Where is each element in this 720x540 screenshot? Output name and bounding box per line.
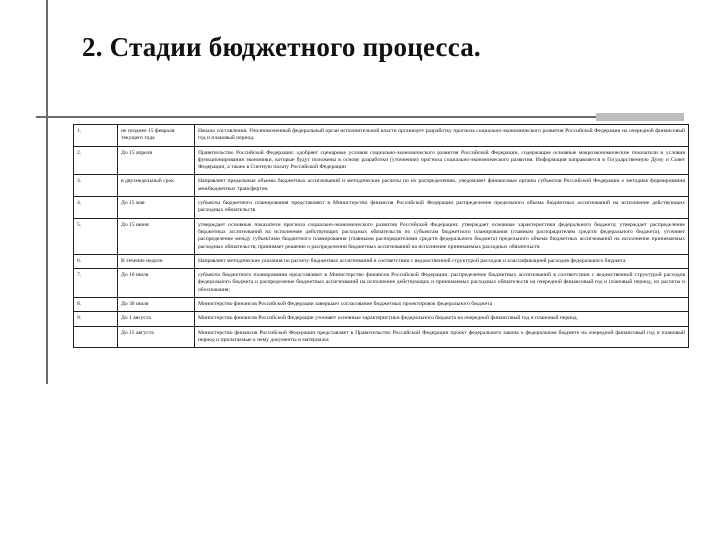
stage-deadline: До 10 июля: [118, 269, 195, 298]
stage-deadline: В течение недели: [118, 254, 195, 268]
table-row: [74, 298, 689, 312]
title-underline-accent: [596, 113, 684, 121]
table-row: [74, 312, 689, 326]
stage-description: субъекты бюджетного планирования представляют в Министерство финансов Российской Федерации распределение предельного объема бюджетных ассигнований на исполнение действующих расходных обязательств: [195, 197, 689, 219]
stage-deadline: не позднее 15 февраля текущего года: [118, 125, 195, 147]
stage-deadline: До 15 июня: [118, 218, 195, 254]
left-vertical-rule: [46, 0, 48, 384]
stage-description: Министерство финансов Российской Федерации завершает согласование бюджетных проектировок федерального бюджета: [195, 298, 689, 312]
stage-number: 5.: [74, 218, 118, 254]
budget-stages-table: [73, 124, 689, 348]
stage-description: Министерство финансов Российской Федерации представляет в Правительство Российской Федерации проект федерального закона о федеральном бюджете на очередной финансовый год и плановый период и прилагаемые к нему документы и материалы;: [195, 326, 689, 348]
table-row: [74, 326, 689, 348]
stage-description: Правительство Российской Федерации: одобряет сценарные условия социально-экономического развития Российской Федерации, содержащие основные макроэкономические показатели и условия функционирования экономики, которые будут положены в основу разработки (уточнения) прогноза социально-экономического развития. Информация направляется в Государственную Думу и Совет Федерации, а также в Счетную палату Российской Федерации: [195, 146, 689, 175]
stage-deadline: До 1 августа: [118, 312, 195, 326]
stage-number: [74, 326, 118, 348]
table-row: [74, 175, 689, 197]
stage-description: утверждает основные показатели прогноза социально-экономического развития Российской Федерации; утверждает основные характеристики федерального бюджета; утверждает распределение бюджетных ассигнований на исполнение действующих расходных обязательств по субъектам бюджетного планирования (главным распорядителям средств федерального бюджета), уточняет распределение между субъектами бюджетного планирования (главными распорядителями средств федерального бюджета) предельного объема бюджетных ассигнований на исполнение принимаемых расходных обязательств; принимает решение о распределении бюджетных ассигнований на исполнение принимаемых расходных обязательств: [195, 218, 689, 254]
stage-number: 4.: [74, 197, 118, 219]
table-row: [74, 197, 689, 219]
stage-number: 8.: [74, 298, 118, 312]
stage-description: субъекты бюджетного планирования представляют в Министерство финансов Российской Федерации: распределение бюджетных ассигнований в соответствии с ведомственной структурой расходов федерального бюджета и распределение бюджетных ассигнований на исполнение действующих и принимаемых расходных обязательств на очередной финансовый год и плановый период, их расчеты и обоснования;: [195, 269, 689, 298]
table-row: [74, 254, 689, 268]
stage-deadline: До 15 мая: [118, 197, 195, 219]
stage-description: Направляет предельные объемы бюджетных ассигнований и методические расчеты по их распределению, уведомляет финансовые органы субъектов Российской Федерации о методике формирования межбюджетных трансфертов.: [195, 175, 689, 197]
stage-description: Министерство финансов Российской Федерации уточняет основные характеристики федерального бюджета на очередной финансовый год и плановый период.: [195, 312, 689, 326]
stage-number: 1.: [74, 125, 118, 147]
title-underline: [36, 116, 596, 118]
stage-number: 3.: [74, 175, 118, 197]
table-row: [74, 146, 689, 175]
slide-title: 2. Стадии бюджетного процесса.: [82, 32, 481, 62]
stage-description: Начало составления. Уполномоченный федеральный орган исполнительной власти организует разработку прогноза социально-экономического развития Российской Федерации на очередной финансовый год и плановый период.: [195, 125, 689, 147]
stage-number: 7.: [74, 269, 118, 298]
stage-deadline: в двухнедельный срок: [118, 175, 195, 197]
stage-number: 6.: [74, 254, 118, 268]
stage-number: 9.: [74, 312, 118, 326]
stage-number: 2.: [74, 146, 118, 175]
stage-deadline: До 15 августа: [118, 326, 195, 348]
table-row: [74, 125, 689, 147]
table-row: [74, 269, 689, 298]
stage-deadline: До 30 июля: [118, 298, 195, 312]
stage-description: Направляет методические указания по расчету бюджетных ассигнований в соответствии с ведомственной структурой расходов и классификацией расходов федерального бюджета: [195, 254, 689, 268]
table-row: [74, 218, 689, 254]
stage-deadline: До 15 апреля: [118, 146, 195, 175]
